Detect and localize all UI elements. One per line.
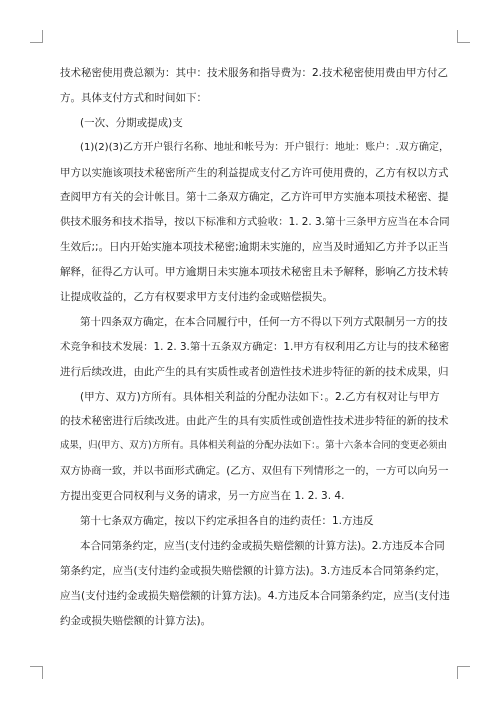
- text-line: (甲方、双方)方所有。具体相关利益的分配办法如下：。2.乙方有权对让与甲方: [80, 390, 440, 403]
- page-corner-mark-bottom-right: [457, 666, 470, 679]
- page-corner-mark-top-left: [30, 30, 43, 43]
- text-line: 第十四条双方确定，在本合同履行中，任何一方不得以下列方式限制另一方的技: [80, 315, 448, 328]
- text-line: 第条约定，应当(支付违约金或损失赔偿额的计算方法)。3.方违反本合同第条约定，: [60, 564, 446, 577]
- document-body: [60, 66, 450, 638]
- page-corner-mark-bottom-left: [30, 666, 43, 679]
- text-line: (1)(2)(3)乙方开户银行名称、地址和帐号为：开户银行：地址：账户：.双方确定，: [80, 141, 450, 153]
- text-line: 的技术秘密进行后续改进。由此产生的具有实质性或创造性技术进步特征的新的技术: [60, 415, 449, 428]
- text-line: 供技术服务和技术指导，按以下标准和方式验收：1. 2. 3.第十三条甲方应当在本合同: [60, 216, 450, 229]
- text-line: 第十七条双方确定，按以下约定承担各自的违约责任：1.方违反: [80, 515, 374, 528]
- text-line: 查阅甲方有关的会计帐目。第十二条双方确定，乙方许可甲方实施本项技术秘密、提: [60, 191, 449, 204]
- text-line: 解释，征得乙方认可。甲方逾期日未实施本项技术秘密且未予解释，影响乙方技术转: [60, 266, 449, 279]
- text-line: (一次、分期或提成)支: [80, 116, 183, 129]
- text-line: 约金或损失赔偿额的计算方法)。: [60, 614, 212, 627]
- text-line: 术竞争和技术发展：1. 2. 3.第十五条双方确定：1.甲方有权利用乙方让与的技术秘密: [60, 340, 450, 353]
- text-line: 本合同第条约定，应当(支付违约金或损失赔偿额的计算方法)。2.方违反本合同: [80, 539, 445, 552]
- text-line: 方。具体支付方式和时间如下：: [60, 91, 207, 104]
- text-line: 让提成收益的，乙方有权要求甲方支付违约金或赔偿损失。: [60, 291, 333, 304]
- text-line: 生效后;;。日内开始实施本项技术秘密;逾期未实施的，应当及时通知乙方并予以正当: [60, 241, 449, 254]
- text-line: 双方协商一致，并以书面形式确定。(乙方、双但有下列情形之一的，一方可以向另一: [60, 465, 449, 478]
- text-line: 技术秘密使用费总额为：其中：技术服务和指导费为：2.技术秘密使用费由甲方付乙: [60, 67, 449, 79]
- text-line: 应当(支付违约金或损失赔偿额的计算方法)。4.方违反本合同第条约定，应当(支付违: [60, 589, 450, 602]
- text-line: 进行后续改进，由此产生的具有实质性或者创造性技术进步特征的新的技术成果，归: [60, 365, 449, 378]
- text-line: 甲方以实施该项技术秘密所产生的利益提成支付乙方许可使用费的，乙方有权以方式: [60, 166, 449, 179]
- text-line: 成果，归(甲方、双方)方所有。具体相关利益的分配办法如下：。第十六条本合同的变更必须由: [60, 440, 447, 452]
- page-corner-mark-top-right: [457, 30, 470, 43]
- text-line: 方提出变更合同权利与义务的请求，另一方应当在 1. 2. 3. 4.: [60, 490, 345, 503]
